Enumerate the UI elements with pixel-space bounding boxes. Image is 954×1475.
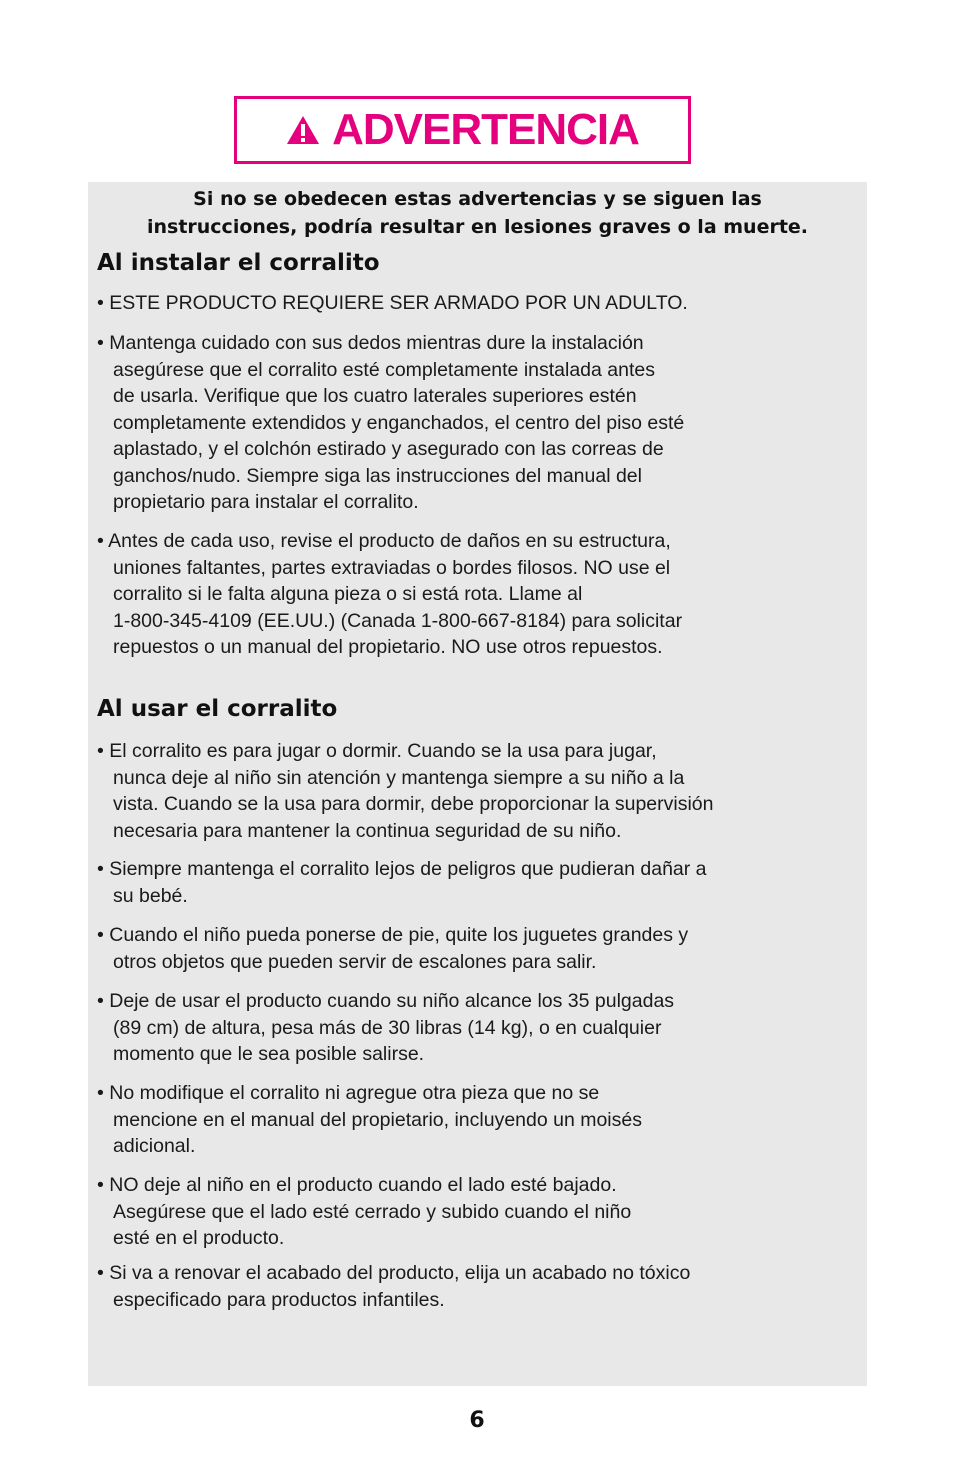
list-item-line: momento que le sea posible salirse. xyxy=(113,1043,425,1065)
list-item-line: • ESTE PRODUCTO REQUIERE SER ARMADO POR UN ADULTO. xyxy=(97,292,688,314)
list-item-line: aplastado, y el colchón estirado y asegurado con las correas de xyxy=(113,438,664,460)
page-number: 6 xyxy=(469,1408,485,1433)
list-item-line: • Mantenga cuidado con sus dedos mientras dure la instalación xyxy=(97,332,644,354)
intro-warning xyxy=(88,182,867,250)
list-item xyxy=(97,528,867,661)
list-item-line: corralito si le falta alguna pieza o si está rota. Llame al xyxy=(113,583,583,605)
list-item xyxy=(97,738,867,844)
list-item-line: • El corralito es para jugar o dormir. Cuando se la usa para jugar, xyxy=(97,740,657,762)
list-item-line: repuestos o un manual del propietario. NO use otros repuestos. xyxy=(113,636,663,658)
section-heading-install: Al instalar el corralito xyxy=(97,250,380,276)
list-item-line: especificado para productos infantiles. xyxy=(113,1288,445,1311)
list-item-line: otros objetos que pueden servir de escalones para salir. xyxy=(113,950,597,973)
list-item xyxy=(97,290,867,317)
list-item-line: • NO deje al niño en el producto cuando el lado esté bajado. xyxy=(97,1174,617,1196)
warning-triangle-icon xyxy=(286,115,320,145)
warnings-panel xyxy=(88,182,867,1386)
list-item-line: (89 cm) de altura, pesa más de 30 libras (14 kg), o en cualquier xyxy=(113,1016,662,1039)
list-item xyxy=(97,856,867,909)
list-item-line: • Cuando el niño pueda ponerse de pie, quite los juguetes grandes y xyxy=(97,924,689,946)
intro-line: Si no se obedecen estas advertencias y se siguen las xyxy=(193,188,762,210)
intro-line: instrucciones, podría resultar en lesiones graves o la muerte. xyxy=(146,216,809,238)
list-item-line: mencione en el manual del propietario, incluyendo un moisés xyxy=(113,1108,642,1131)
list-item xyxy=(97,330,867,516)
list-item-line: 1-800-345-4109 (EE.UU.) (Canada 1-800-667-8184) para solicitar xyxy=(113,609,683,632)
list-item xyxy=(97,1260,867,1313)
list-item xyxy=(97,1172,867,1252)
list-item xyxy=(97,922,867,975)
list-item-line: completamente extendidos y enganchados, el centro del piso esté xyxy=(113,411,685,434)
list-item xyxy=(97,988,867,1068)
list-item-line: ganchos/nudo. Siempre siga las instrucciones del manual del xyxy=(113,464,642,487)
list-item-line: • Antes de cada uso, revise el producto de daños en su estructura, xyxy=(97,530,671,552)
warning-banner xyxy=(234,96,691,164)
list-item-line: asegúrese que el corralito esté completamente instalada antes xyxy=(113,358,655,381)
list-item xyxy=(97,1080,867,1160)
list-item-line: propietario para instalar el corralito. xyxy=(113,491,419,513)
list-item-line: de usarla. Verifique que los cuatro laterales superiores estén xyxy=(113,385,637,407)
list-item-line: • Siempre mantenga el corralito lejos de peligros que pudieran dañar a xyxy=(97,858,707,880)
banner-title: ADVERTENCIA xyxy=(332,105,639,154)
section-heading-use: Al usar el corralito xyxy=(97,696,338,722)
list-item-line: Asegúrese que el lado esté cerrado y subido cuando el niño xyxy=(113,1200,632,1223)
list-item-line: adicional. xyxy=(113,1135,196,1157)
list-item-line: • Deje de usar el producto cuando su niño alcance los 35 pulgadas xyxy=(97,990,675,1012)
list-item-line: vista. Cuando se la usa para dormir, debe proporcionar la supervisión xyxy=(113,793,714,815)
list-item-line: nunca deje al niño sin atención y mantenga siempre a su niño a la xyxy=(113,766,685,789)
list-item-line: • Si va a renovar el acabado del producto, elija un acabado no tóxico xyxy=(97,1262,691,1284)
list-item-line: necesaria para mantener la continua seguridad de su niño. xyxy=(113,819,622,842)
list-item-line: esté en el producto. xyxy=(113,1227,285,1249)
list-item-line: uniones faltantes, partes extraviadas o bordes filosos. NO use el xyxy=(113,556,671,579)
list-item-line: • No modifique el corralito ni agregue otra pieza que no se xyxy=(97,1082,600,1104)
list-item-line: su bebé. xyxy=(113,884,188,907)
